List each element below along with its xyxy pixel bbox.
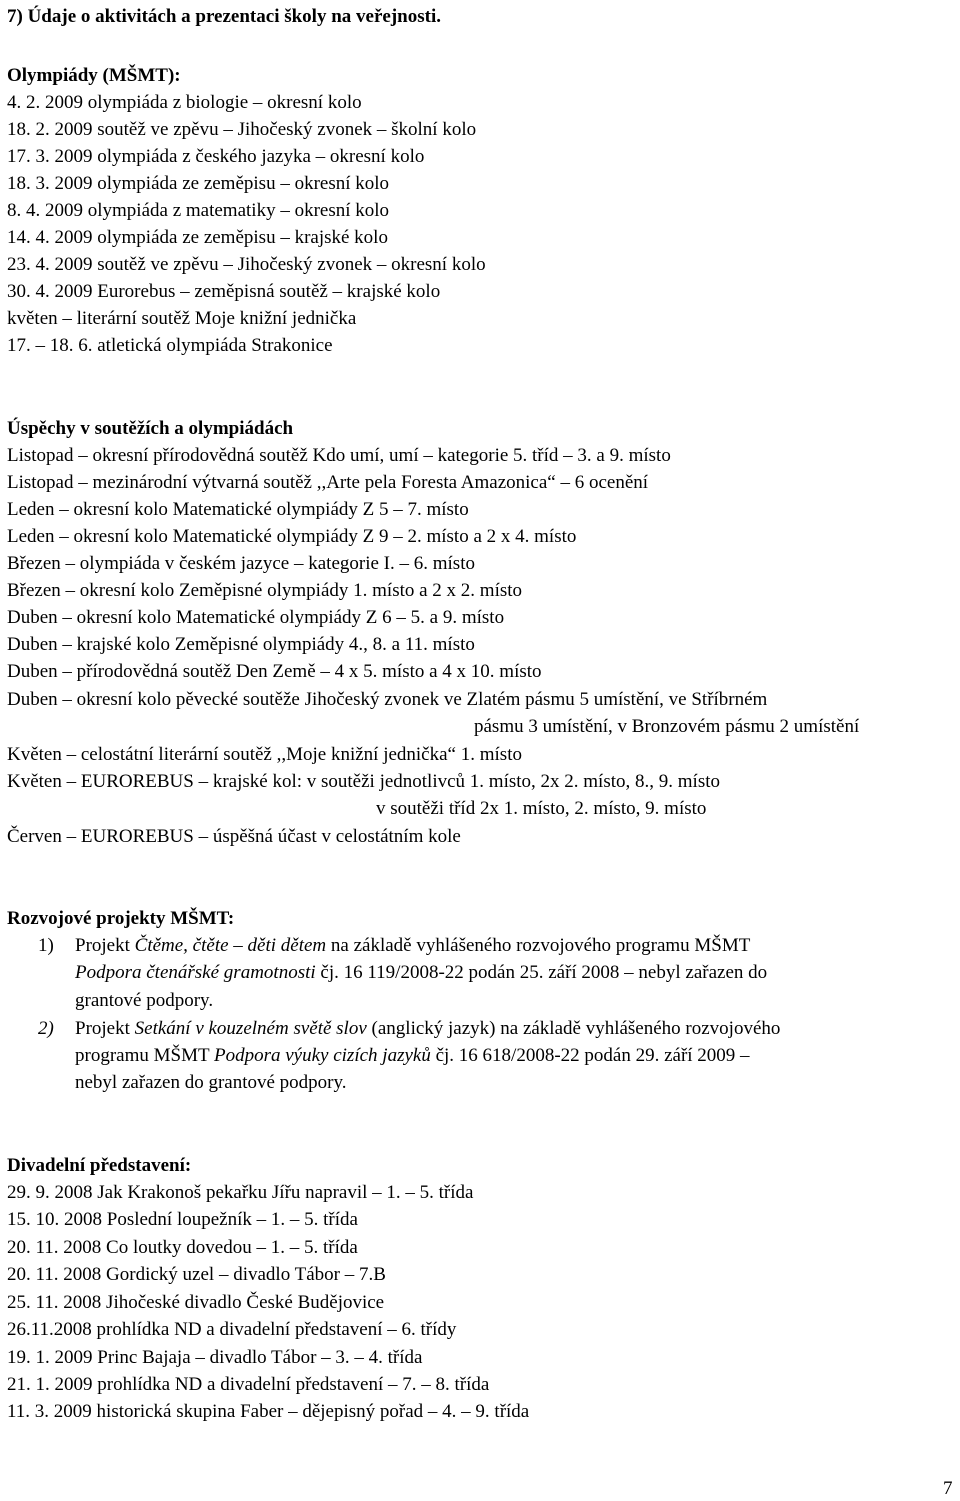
project-2-number: 2): [38, 1018, 54, 1039]
olympiady-item: 8. 4. 2009 olympiáda z matematiky – okresní kolo: [7, 200, 390, 221]
olympiady-item: květen – literární soutěž Moje knižní jednička: [7, 308, 357, 329]
uspechy-item: Leden – okresní kolo Matematické olympiády Z 9 – 2. místo a 2 x 4. místo: [7, 526, 577, 547]
olympiady-item: 18. 3. 2009 olympiáda ze zeměpisu – okresní kolo: [7, 173, 390, 194]
divadlo-item: 20. 11. 2008 Gordický uzel – divadlo Tábor – 7.B: [7, 1264, 386, 1285]
uspechy-item: Březen – olympiáda v českém jazyce – kategorie I. – 6. místo: [7, 553, 475, 574]
uspechy-item: Červen – EUROREBUS – úspěšná účast v celostátním kole: [7, 826, 461, 847]
divadlo-title: Divadelní představení:: [7, 1155, 192, 1176]
project-2-line: programu MŠMT Podpora výuky cizích jazyků čj. 16 618/2008-22 podán 29. září 2009 –: [75, 1045, 750, 1066]
uspechy-item: Duben – okresní kolo Matematické olympiády Z 6 – 5. a 9. místo: [7, 607, 505, 628]
projekty-title: Rozvojové projekty MŠMT:: [7, 908, 235, 929]
olympiady-item: 23. 4. 2009 soutěž ve zpěvu – Jihočeský zvonek – okresní kolo: [7, 254, 486, 275]
page-number: 7: [943, 1478, 953, 1499]
olympiady-title: Olympiády (MŠMT):: [7, 65, 181, 86]
uspechy-item: Listopad – okresní přírodovědná soutěž Kdo umí, umí – kategorie 5. tříd – 3. a 9. místo: [7, 445, 671, 466]
uspechy-item: Leden – okresní kolo Matematické olympiády Z 5 – 7. místo: [7, 499, 469, 520]
divadlo-item: 21. 1. 2009 prohlídka ND a divadelní představení – 7. – 8. třída: [7, 1374, 490, 1395]
uspechy-item-continuation: v soutěži tříd 2x 1. místo, 2. místo, 9. místo: [376, 798, 707, 819]
uspechy-item: Květen – EUROREBUS – krajské kol: v soutěži jednotlivců 1. místo, 2x 2. místo, 8., 9. místo: [7, 771, 720, 792]
project-2-line: nebyl zařazen do grantové podpory.: [75, 1072, 347, 1093]
project-2-line: Projekt Setkání v kouzelném světě slov (anglický jazyk) na základě vyhlášeného rozvojového: [75, 1018, 781, 1039]
uspechy-item: Březen – okresní kolo Zeměpisné olympiády 1. místo a 2 x 2. místo: [7, 580, 523, 601]
project-1-line: grantové podpory.: [75, 990, 214, 1011]
uspechy-title: Úspěchy v soutěžích a olympiádách: [7, 418, 294, 439]
uspechy-item: Duben – krajské kolo Zeměpisné olympiády 4., 8. a 11. místo: [7, 634, 475, 655]
olympiady-item: 30. 4. 2009 Eurorebus – zeměpisná soutěž – krajské kolo: [7, 281, 441, 302]
uspechy-item: Listopad – mezinárodní výtvarná soutěž ,,Arte pela Foresta Amazonica“ – 6 ocenění: [7, 472, 649, 493]
divadlo-item: 15. 10. 2008 Poslední loupežník – 1. – 5. třída: [7, 1209, 358, 1230]
project-1-number: 1): [38, 935, 54, 956]
divadlo-item: 11. 3. 2009 historická skupina Faber – dějepisný pořad – 4. – 9. třída: [7, 1401, 530, 1422]
divadlo-item: 26.11.2008 prohlídka ND a divadelní představení – 6. třídy: [7, 1319, 457, 1340]
divadlo-item: 20. 11. 2008 Co loutky dovedou – 1. – 5. třída: [7, 1237, 358, 1258]
uspechy-item-continuation: pásmu 3 umístění, v Bronzovém pásmu 2 umístění: [474, 716, 860, 737]
divadlo-item: 25. 11. 2008 Jihočeské divadlo České Budějovice: [7, 1292, 385, 1313]
divadlo-item: 29. 9. 2008 Jak Krakonoš pekařku Jířu napravil – 1. – 5. třída: [7, 1182, 474, 1203]
olympiady-item: 14. 4. 2009 olympiáda ze zeměpisu – krajské kolo: [7, 227, 388, 248]
uspechy-item: Duben – okresní kolo pěvecké soutěže Jihočeský zvonek ve Zlatém pásmu 5 umístění, ve Stříbrném: [7, 689, 768, 710]
olympiady-item: 18. 2. 2009 soutěž ve zpěvu – Jihočeský zvonek – školní kolo: [7, 119, 477, 140]
section-heading: 7) Údaje o aktivitách a prezentaci školy na veřejnosti.: [7, 6, 441, 27]
uspechy-item: Duben – přírodovědná soutěž Den Země – 4 x 5. místo a 4 x 10. místo: [7, 661, 542, 682]
uspechy-item: Květen – celostátní literární soutěž ,,Moje knižní jednička“ 1. místo: [7, 744, 522, 765]
olympiady-item: 17. – 18. 6. atletická olympiáda Strakonice: [7, 335, 333, 356]
divadlo-item: 19. 1. 2009 Princ Bajaja – divadlo Tábor – 3. – 4. třída: [7, 1347, 423, 1368]
project-1-line: Projekt Čtěme, čtěte – děti dětem na základě vyhlášeného rozvojového programu MŠMT: [75, 935, 751, 956]
project-1-line: Podpora čtenářské gramotnosti čj. 16 119/2008-22 podán 25. září 2008 – nebyl zařazen do: [75, 962, 768, 983]
olympiady-item: 17. 3. 2009 olympiáda z českého jazyka – okresní kolo: [7, 146, 425, 167]
olympiady-item: 4. 2. 2009 olympiáda z biologie – okresní kolo: [7, 92, 362, 113]
